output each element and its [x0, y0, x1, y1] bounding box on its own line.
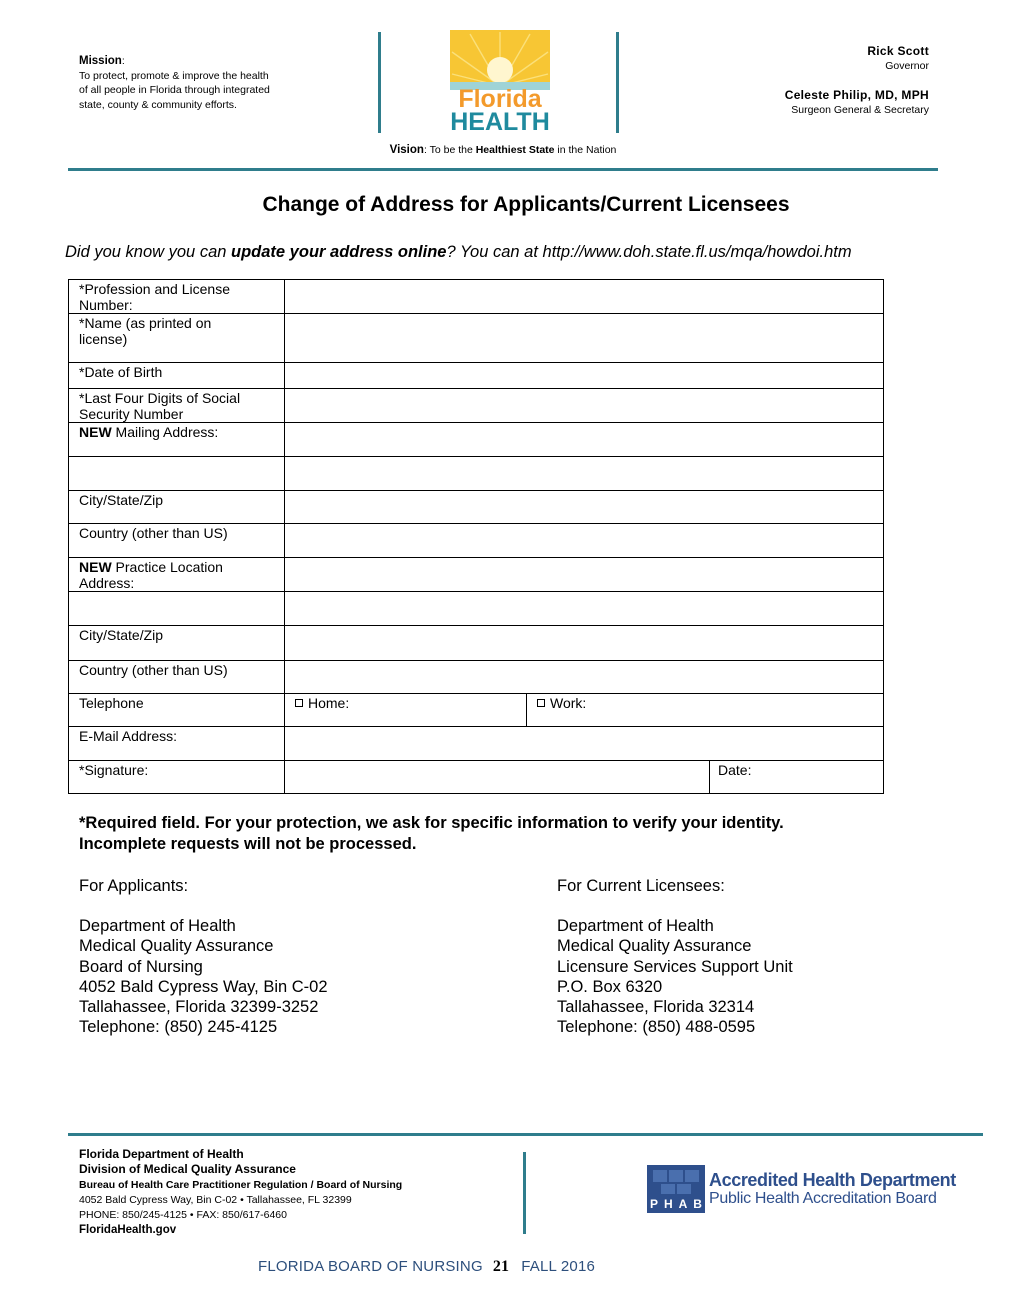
phab-accreditation-badge — [647, 1165, 956, 1213]
footer-address: 4052 Bald Cypress Way, Bin C-02 • Tallahassee, FL 32399 — [79, 1193, 352, 1206]
licensees-heading: For Current Licensees: — [557, 877, 725, 895]
label-practice-country: Country (other than US) — [69, 661, 285, 694]
field-practice-country[interactable] — [285, 661, 884, 694]
phab-letter: H — [663, 1197, 673, 1211]
licensees-line: Medical Quality Assurance — [557, 937, 752, 956]
licensees-address-block — [557, 876, 793, 1037]
notice-bold: update your address online — [231, 243, 447, 261]
page-number: 21 — [492, 1258, 510, 1275]
field-telephone-home[interactable] — [285, 694, 527, 727]
field-name[interactable] — [285, 314, 884, 363]
address-change-form — [68, 279, 884, 794]
work-checkbox[interactable] — [537, 699, 545, 707]
phab-letter: B — [693, 1197, 702, 1211]
applicants-heading: For Applicants: — [79, 877, 189, 895]
field-email[interactable] — [285, 727, 884, 761]
publication-name: FLORIDA BOARD OF NURSING — [258, 1258, 483, 1275]
label-mailing-country: Country (other than US) — [69, 524, 285, 558]
licensees-line: Department of Health — [557, 917, 714, 936]
page-footer-line — [258, 1258, 595, 1276]
applicants-line: Department of Health — [79, 917, 236, 936]
label-mailing-address-line-2 — [69, 457, 285, 491]
field-mailing-address-line-2[interactable] — [285, 457, 884, 491]
field-signature[interactable] — [285, 761, 710, 794]
header-divider-left — [378, 32, 381, 133]
field-date-of-birth[interactable] — [285, 363, 884, 389]
vision-statement: Vision: To be the Healthiest State in the Nation — [389, 144, 617, 156]
footer-contact — [79, 1147, 402, 1239]
work-label: Work: — [550, 695, 587, 711]
florida-health-logo — [450, 30, 550, 132]
licensees-line: P.O. Box 6320 — [557, 977, 663, 996]
applicants-line: Board of Nursing — [79, 957, 203, 976]
required-line-2: Incomplete requests will not be processed. — [79, 835, 417, 853]
label-new-mailing-address: NEW Mailing Address: — [69, 423, 285, 457]
logo-text-health: HEALTH — [450, 108, 550, 132]
licensees-line: Tallahassee, Florida 32314 — [557, 998, 755, 1017]
field-mailing-city-state-zip[interactable] — [285, 491, 884, 524]
applicants-line: 4052 Bald Cypress Way, Bin C-02 — [79, 977, 328, 996]
footer-department: Florida Department of Health — [79, 1147, 244, 1161]
vision-post: in the Nation — [554, 144, 617, 156]
official-governor-name: Rick Scott — [867, 44, 929, 58]
online-update-notice — [65, 243, 985, 262]
vision-label: Vision — [389, 144, 424, 156]
label-name: *Name (as printed on license) — [69, 314, 285, 363]
logo-text-florida: Florida — [458, 85, 542, 113]
licensees-line: Licensure Services Support Unit — [557, 957, 793, 976]
required-line-1: *Required field. For your protection, we ask for specific information to verify your identity. — [79, 814, 784, 832]
notice-pre: Did you know you can — [65, 243, 232, 261]
field-new-practice-location[interactable] — [285, 558, 884, 592]
label-date-of-birth: *Date of Birth — [69, 363, 285, 389]
applicants-line: Medical Quality Assurance — [79, 937, 274, 956]
licensees-telephone: Telephone: (850) 488-0595 — [557, 1018, 756, 1037]
phab-letter: A — [678, 1197, 688, 1211]
footer-website-link[interactable]: FloridaHealth.gov — [79, 1224, 177, 1237]
phab-subtitle: Public Health Accreditation Board — [709, 1190, 937, 1207]
mission-statement: Mission: To protect, promote & improve the health of all people in Florida through integrated state, county & community efforts. — [79, 54, 339, 112]
issue-season: FALL 2016 — [521, 1258, 596, 1275]
official-surgeon-general-role: Surgeon General & Secretary — [791, 104, 929, 116]
field-new-mailing-address[interactable] — [285, 423, 884, 457]
applicants-telephone: Telephone: (850) 245-4125 — [79, 1018, 278, 1037]
footer-division: Division of Medical Quality Assurance — [79, 1162, 296, 1177]
notice-post: ? You can at http://www.doh.state.fl.us/mqa/howdoi.htm — [446, 243, 852, 261]
date-label: Date: — [718, 762, 752, 778]
label-ssn-last-four: *Last Four Digits of Social Security Number — [69, 389, 285, 423]
official-governor-role: Governor — [885, 60, 929, 72]
label-email: E-Mail Address: — [69, 727, 285, 761]
footer-rule — [68, 1133, 983, 1136]
official-surgeon-general-name: Celeste Philip, MD, MPH — [784, 88, 929, 102]
phab-icon — [647, 1165, 705, 1213]
label-profession-license: *Profession and License Number: — [69, 280, 285, 314]
header-divider-right — [616, 32, 619, 133]
label-new-practice-location: NEW Practice Location Address: — [69, 558, 285, 592]
label-signature: *Signature: — [69, 761, 285, 794]
mission-text-3: state, county & community efforts. — [79, 98, 237, 111]
field-practice-city-state-zip[interactable] — [285, 626, 884, 661]
field-date[interactable] — [710, 761, 884, 794]
officials-block — [785, 44, 929, 116]
applicants-address-block — [79, 876, 328, 1037]
vision-bold: Healthiest State — [475, 144, 555, 156]
mission-text-1: To protect, promote & improve the health — [79, 69, 269, 82]
home-label: Home: — [308, 695, 350, 711]
footer-divider — [523, 1152, 526, 1234]
footer-phone-fax: PHONE: 850/245-4125 • FAX: 850/617-6460 — [79, 1209, 287, 1222]
mission-label: Mission — [79, 55, 122, 67]
page-title: Change of Address for Applicants/Current Licensees — [262, 193, 790, 216]
field-mailing-country[interactable] — [285, 524, 884, 558]
field-practice-address-line-2[interactable] — [285, 592, 884, 626]
phab-letter: P — [649, 1197, 658, 1211]
field-telephone-work[interactable] — [527, 694, 884, 727]
label-mailing-city-state-zip: City/State/Zip — [69, 491, 285, 524]
field-ssn-last-four[interactable] — [285, 389, 884, 423]
label-practice-address-line-2 — [69, 592, 285, 626]
phab-title: Accredited Health Department — [709, 1170, 956, 1190]
field-profession-license[interactable] — [285, 280, 884, 314]
footer-bureau: Bureau of Health Care Practitioner Regulation / Board of Nursing — [79, 1178, 403, 1191]
label-practice-city-state-zip: City/State/Zip — [69, 626, 285, 661]
header-rule — [68, 168, 938, 171]
required-field-note — [79, 813, 959, 855]
home-checkbox[interactable] — [295, 699, 303, 707]
vision-pre: To be the — [429, 144, 476, 156]
label-telephone: Telephone — [69, 694, 285, 727]
applicants-line: Tallahassee, Florida 32399-3252 — [79, 998, 319, 1017]
mission-text-2: of all people in Florida through integrated — [79, 84, 270, 96]
